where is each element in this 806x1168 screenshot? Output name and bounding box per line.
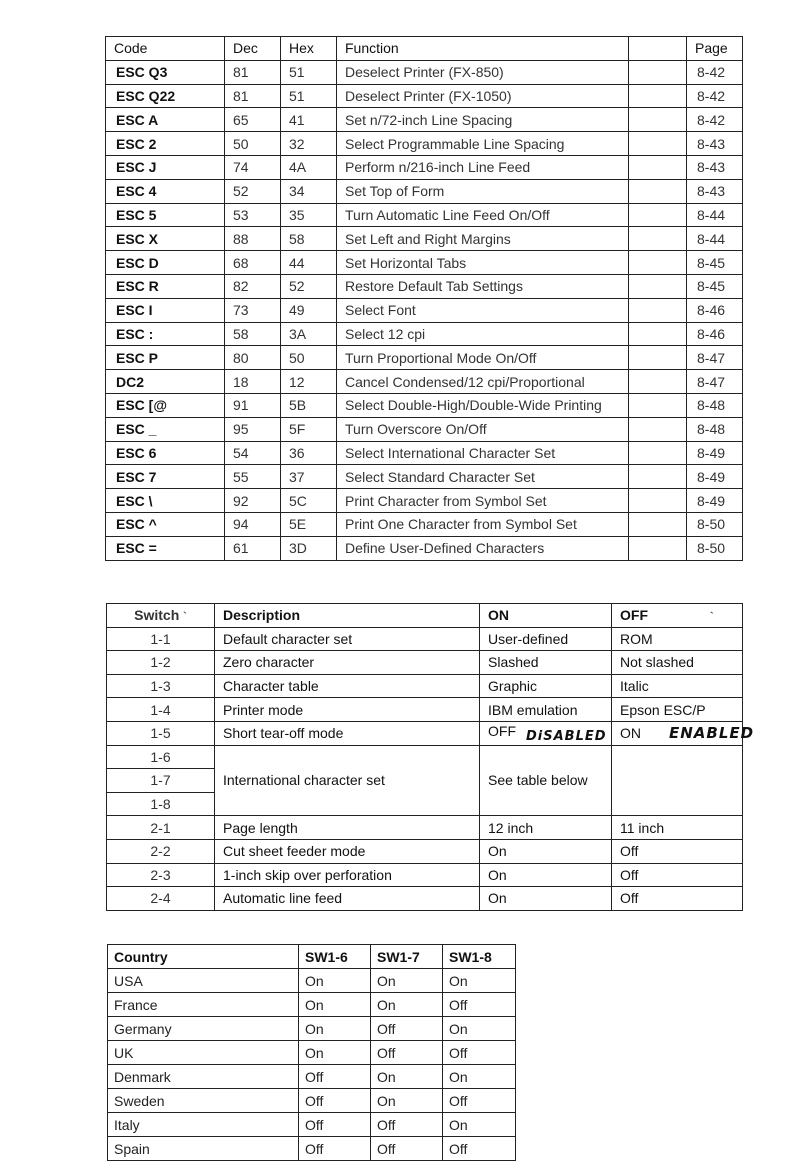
spacer-cell	[629, 132, 687, 156]
dec-cell: 58	[225, 322, 281, 346]
function-cell: Turn Overscore On/Off	[337, 417, 629, 441]
page-cell: 8-46	[687, 298, 743, 322]
code-cell: ESC _	[106, 417, 225, 441]
table-row	[107, 627, 743, 651]
off-cell	[612, 721, 755, 745]
hex-cell: 41	[281, 108, 337, 132]
off-cell	[612, 745, 743, 816]
on-value: On	[488, 890, 507, 907]
code-cell: ESC ^	[106, 512, 225, 536]
function-cell: Deselect Printer (FX-850)	[337, 60, 629, 84]
on-cell	[480, 816, 612, 840]
table-row	[107, 674, 743, 698]
on-value: 12 inch	[488, 819, 534, 836]
code-cell: ESC [@	[106, 393, 225, 417]
sw1-6-cell: On	[299, 993, 371, 1017]
code-cell: ESC :	[106, 322, 225, 346]
dec-cell: 61	[225, 536, 281, 560]
function-cell: Restore Default Tab Settings	[337, 274, 629, 298]
dec-cell: 88	[225, 227, 281, 251]
code-cell: ESC 7	[106, 465, 225, 489]
header-description: Description	[215, 604, 480, 628]
off-cell	[612, 651, 743, 675]
header-dec: Dec	[225, 37, 281, 61]
on-value: User-defined	[488, 630, 569, 647]
code-cell: ESC D	[106, 251, 225, 275]
sw1-7-cell: Off	[371, 1041, 443, 1065]
on-cell	[480, 887, 612, 911]
sw1-6-cell: Off	[299, 1089, 371, 1113]
off-cell	[612, 839, 743, 863]
sw1-7-cell: On	[371, 1065, 443, 1089]
page-cell: 8-47	[687, 346, 743, 370]
on-cell	[480, 627, 612, 651]
on-cell	[480, 674, 612, 698]
function-cell: Print Character from Symbol Set	[337, 489, 629, 513]
table-row	[107, 651, 743, 675]
dec-cell: 81	[225, 60, 281, 84]
table-row	[106, 536, 743, 560]
on-value: On	[488, 866, 507, 883]
dec-cell: 92	[225, 489, 281, 513]
table-header-row	[106, 37, 743, 61]
function-cell: Select Double-High/Double-Wide Printing	[337, 393, 629, 417]
description-cell: Zero character	[215, 651, 480, 675]
table-row	[106, 179, 743, 203]
sw1-7-cell: Off	[371, 1137, 443, 1161]
spacer-cell	[629, 370, 687, 394]
hex-cell: 44	[281, 251, 337, 275]
hex-cell: 35	[281, 203, 337, 227]
table-row	[106, 465, 743, 489]
sw1-8-cell: Off	[443, 993, 516, 1017]
description-cell: International character set	[215, 745, 480, 816]
spacer-cell	[629, 489, 687, 513]
code-cell: ESC 6	[106, 441, 225, 465]
handwritten-enabled-note: ENABLED	[669, 723, 755, 742]
switch-cell: 1-1	[107, 627, 215, 651]
sw1-7-cell: On	[371, 969, 443, 993]
dec-cell: 95	[225, 417, 281, 441]
on-cell	[480, 863, 612, 887]
description-cell: Character table	[215, 674, 480, 698]
switch-cell: 1-2	[107, 651, 215, 675]
switch-cell: 1-7	[107, 769, 215, 793]
hex-cell: 34	[281, 179, 337, 203]
code-cell: ESC 2	[106, 132, 225, 156]
sw1-7-cell: On	[371, 1089, 443, 1113]
dec-cell: 50	[225, 132, 281, 156]
country-cell: Italy	[108, 1113, 299, 1137]
page-cell: 8-45	[687, 274, 743, 298]
description-cell: Automatic line feed	[215, 887, 480, 911]
sw1-8-cell: On	[443, 969, 516, 993]
code-cell: ESC J	[106, 155, 225, 179]
table-row	[106, 370, 743, 394]
hex-cell: 3D	[281, 536, 337, 560]
table-row	[106, 441, 743, 465]
function-cell: Select 12 cpi	[337, 322, 629, 346]
handwritten-disabled-note: DiSABLED	[526, 728, 607, 744]
table-row	[107, 816, 743, 840]
hex-cell: 5E	[281, 512, 337, 536]
spacer-cell	[629, 536, 687, 560]
function-cell: Set Left and Right Margins	[337, 227, 629, 251]
on-value: On	[488, 843, 507, 860]
table-row	[108, 1041, 516, 1065]
sw1-8-cell: On	[443, 1065, 516, 1089]
function-cell: Turn Proportional Mode On/Off	[337, 346, 629, 370]
code-cell: ESC A	[106, 108, 225, 132]
table-row	[106, 227, 743, 251]
table-row	[108, 1017, 516, 1041]
code-cell: ESC Q22	[106, 84, 225, 108]
header-function: Function	[337, 37, 629, 61]
table-row	[108, 969, 516, 993]
off-value: Off	[620, 843, 639, 860]
page-cell: 8-46	[687, 322, 743, 346]
dec-cell: 81	[225, 84, 281, 108]
page-cell: 8-49	[687, 489, 743, 513]
spacer-cell	[629, 227, 687, 251]
hex-cell: 49	[281, 298, 337, 322]
page-cell: 8-48	[687, 393, 743, 417]
function-cell: Select Standard Character Set	[337, 465, 629, 489]
table-row	[108, 1089, 516, 1113]
table-row	[106, 322, 743, 346]
dec-cell: 53	[225, 203, 281, 227]
hex-cell: 52	[281, 274, 337, 298]
country-cell: Germany	[108, 1017, 299, 1041]
sw1-7-cell: Off	[371, 1017, 443, 1041]
table-row	[107, 887, 743, 911]
code-cell: ESC 4	[106, 179, 225, 203]
off-cell	[612, 674, 743, 698]
dec-cell: 82	[225, 274, 281, 298]
description-cell: 1-inch skip over perforation	[215, 863, 480, 887]
spacer-cell	[629, 465, 687, 489]
header-on: ON	[480, 604, 612, 628]
table-row	[106, 417, 743, 441]
spacer-cell	[629, 60, 687, 84]
code-cell: ESC I	[106, 298, 225, 322]
table-row	[106, 203, 743, 227]
sw1-8-cell: On	[443, 1113, 516, 1137]
page-cell: 8-42	[687, 84, 743, 108]
sw1-6-cell: On	[299, 969, 371, 993]
dec-cell: 18	[225, 370, 281, 394]
table-row	[106, 512, 743, 536]
sw1-6-cell: Off	[299, 1137, 371, 1161]
description-cell: Printer mode	[215, 698, 480, 722]
table-row	[106, 251, 743, 275]
off-value: Off	[620, 866, 639, 883]
dec-cell: 74	[225, 155, 281, 179]
function-cell: Select Programmable Line Spacing	[337, 132, 629, 156]
code-cell: ESC \	[106, 489, 225, 513]
country-table	[107, 944, 516, 1161]
header-sw1-6: SW1-6	[299, 945, 371, 969]
spacer-cell	[629, 322, 687, 346]
off-cell	[612, 863, 743, 887]
function-cell: Perform n/216-inch Line Feed	[337, 155, 629, 179]
hex-cell: 3A	[281, 322, 337, 346]
off-value: Italic	[620, 678, 649, 695]
page-cell: 8-49	[687, 465, 743, 489]
spacer-cell	[629, 512, 687, 536]
hex-cell: 58	[281, 227, 337, 251]
spacer-cell	[629, 346, 687, 370]
off-cell	[612, 887, 743, 911]
hex-cell: 4A	[281, 155, 337, 179]
table-row	[106, 489, 743, 513]
code-cell: ESC X	[106, 227, 225, 251]
spacer-cell	[629, 203, 687, 227]
switch-cell: 1-5	[107, 721, 215, 745]
table-row	[106, 298, 743, 322]
spacer-cell	[629, 393, 687, 417]
description-cell: Default character set	[215, 627, 480, 651]
sw1-8-cell: Off	[443, 1089, 516, 1113]
on-cell	[480, 721, 612, 745]
on-value: OFF	[488, 722, 516, 739]
spacer-cell	[629, 441, 687, 465]
description-cell: Cut sheet feeder mode	[215, 839, 480, 863]
sw1-6-cell: Off	[299, 1113, 371, 1137]
sw1-8-cell: On	[443, 1017, 516, 1041]
header-sw1-8: SW1-8	[443, 945, 516, 969]
sw1-8-cell: Off	[443, 1137, 516, 1161]
page-cell: 8-42	[687, 60, 743, 84]
dec-cell: 91	[225, 393, 281, 417]
code-cell: DC2	[106, 370, 225, 394]
dec-cell: 65	[225, 108, 281, 132]
function-cell: Select International Character Set	[337, 441, 629, 465]
switch-cell: 1-6	[107, 745, 215, 769]
description-cell: Short tear-off mode	[215, 721, 480, 745]
table-row	[107, 745, 743, 769]
country-cell: USA	[108, 969, 299, 993]
function-cell: Define User-Defined Characters	[337, 536, 629, 560]
dec-cell: 68	[225, 251, 281, 275]
hex-cell: 51	[281, 84, 337, 108]
country-cell: Spain	[108, 1137, 299, 1161]
hex-cell: 5B	[281, 393, 337, 417]
header-off: OFF `	[612, 604, 743, 628]
function-cell: Turn Automatic Line Feed On/Off	[337, 203, 629, 227]
table-row	[107, 698, 743, 722]
country-cell: Sweden	[108, 1089, 299, 1113]
page-cell: 8-50	[687, 536, 743, 560]
header-spacer	[629, 37, 687, 61]
table-row	[106, 84, 743, 108]
switch-cell: 1-8	[107, 792, 215, 816]
header-hex: Hex	[281, 37, 337, 61]
off-value: Off	[620, 890, 639, 907]
spacer-cell	[629, 417, 687, 441]
table-header-row	[107, 604, 743, 628]
hex-cell: 5C	[281, 489, 337, 513]
dec-cell: 80	[225, 346, 281, 370]
country-cell: France	[108, 993, 299, 1017]
on-cell	[480, 698, 612, 722]
hex-cell: 36	[281, 441, 337, 465]
table-row	[108, 1065, 516, 1089]
off-value: ROM	[620, 630, 653, 647]
spacer-cell	[629, 108, 687, 132]
table-row	[107, 839, 743, 863]
spacer-cell	[629, 251, 687, 275]
table-row	[106, 393, 743, 417]
off-value: Epson ESC/P	[620, 701, 706, 718]
sw1-6-cell: Off	[299, 1065, 371, 1089]
hex-cell: 32	[281, 132, 337, 156]
table-row	[108, 993, 516, 1017]
code-cell: ESC =	[106, 536, 225, 560]
table-row	[106, 346, 743, 370]
off-cell	[612, 698, 743, 722]
off-value: 11 inch	[620, 819, 665, 836]
page-cell: 8-43	[687, 179, 743, 203]
off-value: Not slashed	[620, 654, 694, 671]
page-cell: 8-44	[687, 203, 743, 227]
spacer-cell	[629, 274, 687, 298]
page-cell: 8-44	[687, 227, 743, 251]
sw1-7-cell: On	[371, 993, 443, 1017]
off-cell	[612, 816, 743, 840]
spacer-cell	[629, 155, 687, 179]
spacer-cell	[629, 84, 687, 108]
switch-cell: 2-4	[107, 887, 215, 911]
page-cell: 8-47	[687, 370, 743, 394]
table-row	[108, 1137, 516, 1161]
table-row	[107, 863, 743, 887]
table-row	[107, 721, 743, 745]
dec-cell: 54	[225, 441, 281, 465]
hex-cell: 12	[281, 370, 337, 394]
table-row	[106, 132, 743, 156]
code-cell: ESC P	[106, 346, 225, 370]
page-cell: 8-45	[687, 251, 743, 275]
sw1-6-cell: On	[299, 1041, 371, 1065]
switch-cell: 1-3	[107, 674, 215, 698]
function-cell: Set n/72-inch Line Spacing	[337, 108, 629, 132]
page-cell: 8-48	[687, 417, 743, 441]
page-cell: 8-43	[687, 132, 743, 156]
page-cell: 8-49	[687, 441, 743, 465]
function-cell: Deselect Printer (FX-1050)	[337, 84, 629, 108]
table-row	[108, 1113, 516, 1137]
dec-cell: 55	[225, 465, 281, 489]
switch-cell: 2-1	[107, 816, 215, 840]
dec-cell: 73	[225, 298, 281, 322]
code-cell: ESC R	[106, 274, 225, 298]
function-cell: Select Font	[337, 298, 629, 322]
hex-cell: 5F	[281, 417, 337, 441]
table-row	[106, 155, 743, 179]
on-cell	[480, 839, 612, 863]
switch-cell: 2-3	[107, 863, 215, 887]
off-cell	[612, 627, 743, 651]
on-value: IBM emulation	[488, 701, 578, 718]
header-country: Country	[108, 945, 299, 969]
code-cell: ESC Q3	[106, 60, 225, 84]
off-value: ON	[620, 724, 641, 741]
hex-cell: 50	[281, 346, 337, 370]
function-cell: Set Horizontal Tabs	[337, 251, 629, 275]
function-cell: Cancel Condensed/12 cpi/Proportional	[337, 370, 629, 394]
on-cell: See table below	[480, 745, 612, 816]
code-cell: ESC 5	[106, 203, 225, 227]
page-cell: 8-50	[687, 512, 743, 536]
header-page: Page	[687, 37, 743, 61]
spacer-cell	[629, 179, 687, 203]
table-row	[106, 108, 743, 132]
on-value: Slashed	[488, 654, 539, 671]
switch-cell: 1-4	[107, 698, 215, 722]
header-switch: Switch `	[107, 604, 215, 628]
hex-cell: 51	[281, 60, 337, 84]
dip-switch-table	[106, 603, 755, 911]
header-sw1-7: SW1-7	[371, 945, 443, 969]
header-code: Code	[106, 37, 225, 61]
page-cell: 8-42	[687, 108, 743, 132]
dec-cell: 52	[225, 179, 281, 203]
function-cell: Print One Character from Symbol Set	[337, 512, 629, 536]
on-cell	[480, 651, 612, 675]
description-cell: Page length	[215, 816, 480, 840]
spacer-cell	[629, 298, 687, 322]
hex-cell: 37	[281, 465, 337, 489]
table-header-row	[108, 945, 516, 969]
on-value: Graphic	[488, 678, 538, 695]
table-row	[106, 60, 743, 84]
switch-cell: 2-2	[107, 839, 215, 863]
country-cell: UK	[108, 1041, 299, 1065]
escape-codes-table	[105, 36, 743, 561]
country-cell: Denmark	[108, 1065, 299, 1089]
sw1-7-cell: Off	[371, 1113, 443, 1137]
dec-cell: 94	[225, 512, 281, 536]
function-cell: Set Top of Form	[337, 179, 629, 203]
sw1-8-cell: Off	[443, 1041, 516, 1065]
table-row	[106, 274, 743, 298]
sw1-6-cell: On	[299, 1017, 371, 1041]
page-cell: 8-43	[687, 155, 743, 179]
